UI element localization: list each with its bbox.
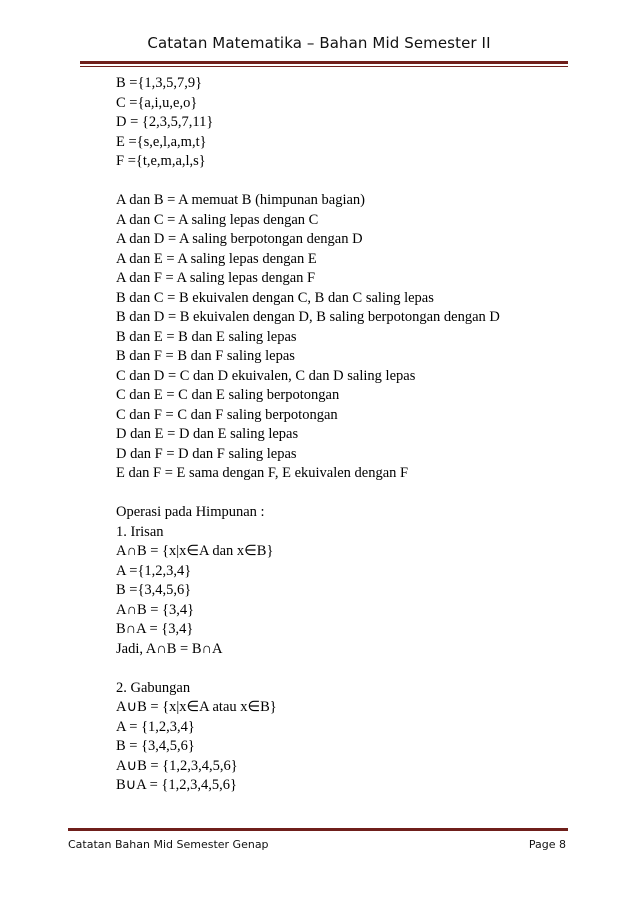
gabungan-line: 2. Gabungan xyxy=(116,679,191,696)
irisan-line: A∩B = {3,4} xyxy=(116,601,195,618)
irisan-line: A∩B = {x|x∈A dan x∈B} xyxy=(116,543,274,559)
relation-line: A dan C = A saling lepas dengan C xyxy=(116,211,319,228)
document-body xyxy=(116,74,556,796)
set-line: F ={t,e,m,a,l,s} xyxy=(116,153,206,169)
header-rule-thin xyxy=(80,66,568,67)
gabungan-line: A = {1,2,3,4} xyxy=(116,718,195,735)
relation-line: B dan F = B dan F saling lepas xyxy=(116,348,295,364)
relation-line: B dan D = B ekuivalen dengan D, B saling berpotongan dengan D xyxy=(116,309,500,325)
relation-line: C dan E = C dan E saling berpotongan xyxy=(116,387,340,403)
page-header-title: Catatan Matematika – Bahan Mid Semester II xyxy=(147,34,491,52)
operations-heading: Operasi pada Himpunan : xyxy=(116,504,265,520)
relation-line: A dan B = A memuat B (himpunan bagian) xyxy=(116,192,366,208)
footer-rule xyxy=(68,828,568,831)
sets-block xyxy=(116,74,556,172)
irisan-line: Jadi, A∩B = B∩A xyxy=(116,640,223,657)
set-line: D = {2,3,5,7,11} xyxy=(116,114,214,130)
relation-line: D dan F = D dan F saling lepas xyxy=(116,445,297,462)
gabungan-line: A∪B = {1,2,3,4,5,6} xyxy=(116,757,238,774)
relation-line: C dan F = C dan F saling berpotongan xyxy=(116,406,338,423)
relation-line: C dan D = C dan D ekuivalen, C dan D saling lepas xyxy=(116,367,416,384)
header-rule-thick xyxy=(80,61,568,64)
relation-line: B dan E = B dan E saling lepas xyxy=(116,328,297,345)
spacer xyxy=(116,172,556,192)
set-line: B ={1,3,5,7,9} xyxy=(116,75,203,91)
irisan-line: B∩A = {3,4} xyxy=(116,621,194,637)
set-line: E ={s,e,l,a,m,t} xyxy=(116,133,207,150)
set-line: C ={a,i,u,e,o} xyxy=(116,94,198,111)
irisan-line: A ={1,2,3,4} xyxy=(116,562,192,579)
footer-title: Catatan Bahan Mid Semester Genap xyxy=(68,838,269,851)
irisan-line: B ={3,4,5,6} xyxy=(116,582,192,598)
gabungan-line: A∪B = {x|x∈A atau x∈B} xyxy=(116,699,277,715)
relation-line: A dan E = A saling lepas dengan E xyxy=(116,250,317,267)
relations-block xyxy=(116,191,556,484)
relation-line: D dan E = D dan E saling lepas xyxy=(116,426,299,442)
irisan-line: 1. Irisan xyxy=(116,523,164,540)
gabungan-line: B∪A = {1,2,3,4,5,6} xyxy=(116,777,237,793)
spacer xyxy=(116,659,556,679)
relation-line: A dan F = A saling lepas dengan F xyxy=(116,270,316,286)
gabungan-line: B = {3,4,5,6} xyxy=(116,738,195,754)
relation-line: B dan C = B ekuivalen dengan C, B dan C saling lepas xyxy=(116,289,434,306)
relation-line: A dan D = A saling berpotongan dengan D xyxy=(116,231,363,247)
operations-block xyxy=(116,503,556,796)
relation-line: E dan F = E sama dengan F, E ekuivalen dengan F xyxy=(116,465,409,481)
page-number: Page 8 xyxy=(528,838,566,851)
spacer xyxy=(116,484,556,504)
